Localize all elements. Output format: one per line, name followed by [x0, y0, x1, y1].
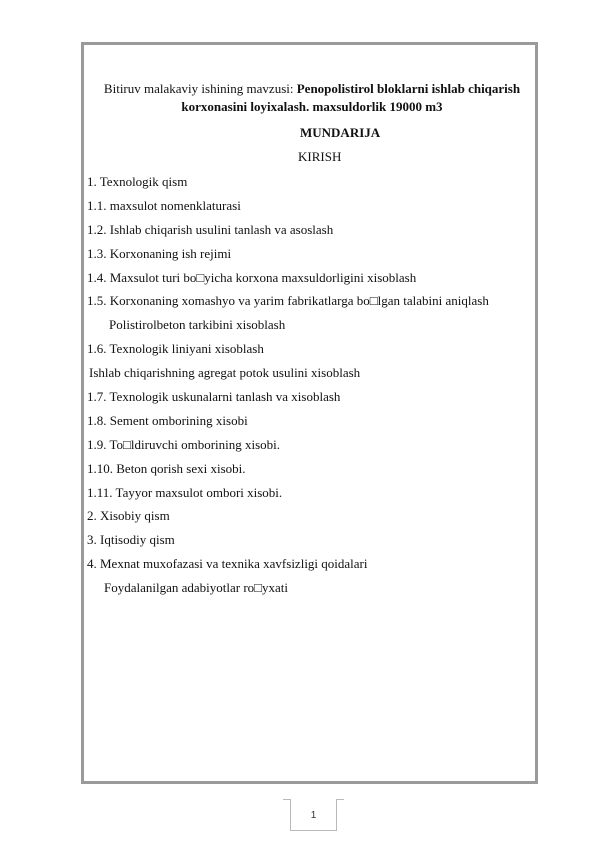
- toc-item: 1.2. Ishlab chiqarish usulini tanlash va asoslash: [87, 221, 334, 237]
- toc-item: 1.4. Maxsulot turi bo□yicha korxona maxsuldorligini xisoblash: [87, 269, 417, 285]
- introduction-heading: KIRISH: [298, 149, 342, 164]
- toc-item: 4. Mexnat muxofazasi va texnika xavfsizligi qoidalari: [87, 556, 368, 572]
- toc-item: 1. Texnologik qism: [87, 174, 188, 189]
- title-topic: Penopolistirol bloklarni ishlab chiqarish korxonasini loyixalash. maxsuldorlik 19000 m3: [181, 81, 521, 114]
- toc-item: Polistirolbeton tarkibini xisoblash: [109, 317, 286, 333]
- toc-item: 2. Xisobiy qism: [87, 508, 170, 524]
- toc-item: 1.9. To□ldiruvchi omborining xisobi.: [87, 436, 281, 452]
- toc-item: 1.6. Texnologik liniyani xisoblash: [87, 341, 264, 357]
- page-number: 1: [290, 799, 337, 831]
- toc-item: 1.10. Beton qorish sexi xisobi.: [87, 460, 246, 476]
- toc-item: 1.3. Korxonaning ish rejimi: [87, 245, 232, 261]
- toc-item: 1.5. Korxonaning xomashyo va yarim fabrikatlarga bo□lgan talabini aniqlash: [87, 293, 489, 309]
- title-prefix: Bitiruv malakaviy ishining mavzusi:: [103, 81, 297, 96]
- toc-item: Foydalanilgan adabiyotlar ro□yxati: [104, 580, 289, 596]
- toc-item: 3. Iqtisodiy qism: [87, 532, 175, 548]
- contents-heading: MUNDARIJA: [300, 125, 381, 140]
- document-title: [84, 80, 540, 116]
- toc-item: 1.8. Sement omborining xisobi: [87, 412, 248, 428]
- toc-item: 1.11. Tayyor maxsulot ombori xisobi.: [87, 484, 283, 500]
- toc-item: Ishlab chiqarishning agregat potok usulini xisoblash: [89, 365, 361, 381]
- toc-item: 1.7. Texnologik uskunalarni tanlash va xisoblash: [87, 389, 341, 405]
- toc-item: 1.1. maxsulot nomenklaturasi: [87, 197, 241, 213]
- table-of-contents: [87, 174, 489, 604]
